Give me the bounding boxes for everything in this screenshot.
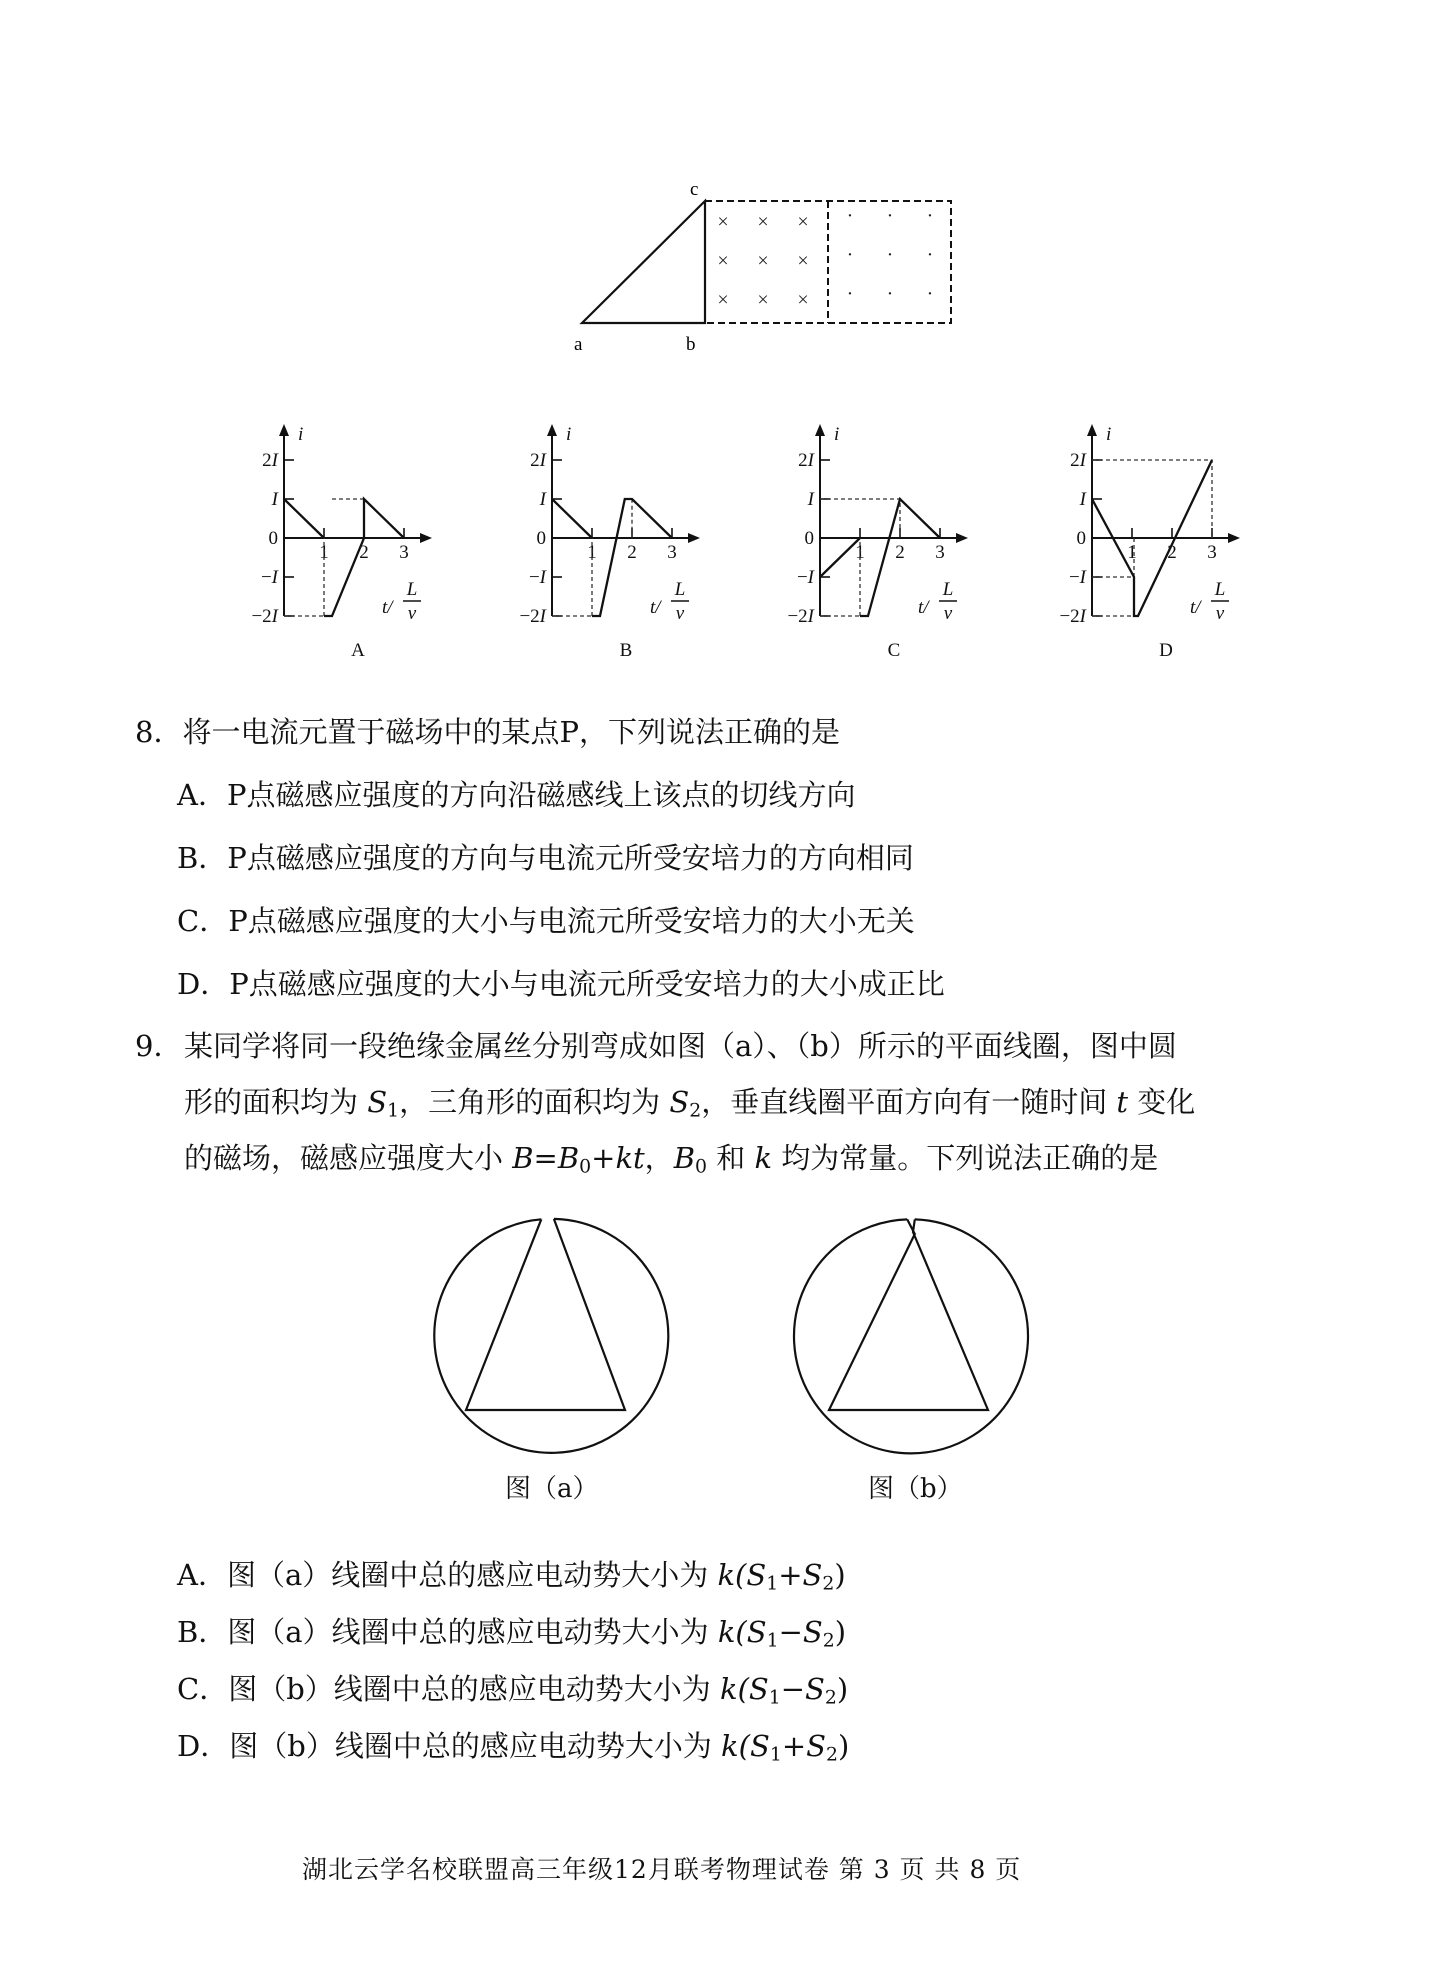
current-curve [284, 499, 324, 538]
figure-coil-b [783, 1210, 1043, 1470]
triangle-loop-a [466, 1219, 625, 1410]
y-tick-label: −2I [519, 606, 546, 627]
dot-mark: · [926, 283, 934, 305]
q9-number: 9． [135, 1029, 183, 1063]
graph-caption: B [619, 640, 633, 661]
dot-mark: · [846, 283, 854, 305]
dot-mark: · [926, 205, 934, 227]
field-out-marks [847, 205, 934, 305]
y-tick-label: 0 [536, 528, 546, 549]
y-tick-label: −2I [251, 606, 278, 627]
y-tick-label: −I [1068, 567, 1086, 588]
y-tick-label: 2I [1070, 450, 1086, 471]
graph-caption: A [351, 640, 365, 661]
figure-coil-a [420, 1210, 680, 1470]
graphs-row [0, 420, 1436, 680]
cross-mark: × [757, 250, 769, 272]
field-in-marks [717, 211, 808, 311]
t-axis-label: t/ [1190, 597, 1201, 618]
y-tick-label: −I [260, 567, 278, 588]
guide-line [332, 499, 364, 538]
dot-mark: · [886, 244, 894, 266]
label-c: c [690, 179, 699, 200]
t-axis-frac-den: v [943, 603, 953, 624]
y-tick-label: I [1079, 489, 1086, 510]
i-axis-arrow [547, 424, 557, 436]
y-tick-label: −2I [1059, 606, 1086, 627]
graph-D [1048, 420, 1278, 670]
q9-line1: 某同学将同一段绝缘金属丝分别弯成如图（a）、（b）所示的平面线圈，图中圆 [184, 1029, 1177, 1063]
i-axis-label: i [1106, 424, 1112, 445]
t-axis-frac-num: L [1214, 579, 1226, 600]
cross-mark: × [717, 250, 729, 272]
t-axis-frac-num: L [942, 579, 954, 600]
y-tick-label: −I [528, 567, 546, 588]
t-axis-arrow [420, 533, 432, 543]
y-tick-label: −I [796, 567, 814, 588]
i-axis-arrow [1087, 424, 1097, 436]
graph-C [776, 420, 1006, 670]
t-axis-arrow [1228, 533, 1240, 543]
circle-loop-b [794, 1219, 1028, 1453]
i-axis-label: i [834, 424, 840, 445]
y-tick-label: I [807, 489, 814, 510]
x-tick-label: 1 [855, 542, 865, 563]
cross-mark: × [797, 211, 809, 233]
x-tick-label: 1 [319, 542, 329, 563]
x-tick-label: 1 [587, 542, 597, 563]
graph-caption: D [1159, 640, 1173, 661]
current-curve [552, 499, 592, 538]
figure-triangle-field [560, 175, 960, 365]
caption-fig-a: 图（a） [505, 1474, 599, 1504]
t-axis-frac-num: L [674, 579, 686, 600]
dot-mark: · [886, 205, 894, 227]
label-b: b [686, 334, 696, 355]
guide-line [625, 499, 632, 538]
x-tick-label: 3 [1207, 542, 1217, 563]
x-tick-label: 2 [359, 542, 369, 563]
t-axis-frac-den: v [407, 603, 417, 624]
cross-mark: × [717, 211, 729, 233]
cross-mark: × [717, 289, 729, 311]
q9-line2: 形的面积均为 $S_1$，三角形的面积均为 $S_2$，垂直线圈平面方向有一随时间 t 变化 [184, 1085, 1196, 1122]
dot-mark: · [886, 283, 894, 305]
i-axis-label: i [566, 424, 572, 445]
x-tick-label: 3 [667, 542, 677, 563]
t-axis-arrow [688, 533, 700, 543]
t-axis-label: t/ [918, 597, 929, 618]
caption-fig-b: 图（b） [868, 1474, 963, 1504]
x-tick-label: 3 [935, 542, 945, 563]
y-tick-label: I [539, 489, 546, 510]
q8-option-a: A．P点磁感应强度的方向沿磁感线上该点的切线方向 [177, 778, 856, 812]
cross-mark: × [797, 289, 809, 311]
y-tick-label: −2I [787, 606, 814, 627]
q8-option-d: D．P点磁感应强度的大小与电流元所受安培力的大小成正比 [177, 967, 945, 1001]
i-axis-arrow [279, 424, 289, 436]
cross-mark: × [757, 289, 769, 311]
t-axis-frac-den: v [1215, 603, 1225, 624]
q8-option-b: B．P点磁感应强度的方向与电流元所受安培力的方向相同 [177, 841, 914, 875]
graph-A [240, 420, 470, 670]
y-tick-label: 2I [262, 450, 278, 471]
x-tick-label: 2 [895, 542, 905, 563]
triangle-loop [582, 201, 705, 323]
y-tick-label: 0 [804, 528, 814, 549]
graph-caption: C [887, 640, 901, 661]
t-axis-frac-num: L [406, 579, 418, 600]
y-tick-label: 0 [268, 528, 278, 549]
dot-mark: · [926, 244, 934, 266]
y-tick-label: 0 [1076, 528, 1086, 549]
circle-loop-a [434, 1219, 668, 1453]
label-a: a [574, 334, 583, 355]
y-tick-label: I [271, 489, 278, 510]
t-axis-frac-den: v [675, 603, 685, 624]
q9-option-a: A．图（a）线圈中总的感应电动势大小为 $k(S_1+S_2)$ [177, 1558, 846, 1595]
x-tick-label: 2 [627, 542, 637, 563]
current-curve [820, 538, 860, 577]
q9-option-d: D．图（b）线圈中总的感应电动势大小为 $k(S_1+S_2)$ [177, 1729, 850, 1766]
x-tick-label: 3 [399, 542, 409, 563]
page-footer: 湖北云学名校联盟高三年级12月联考物理试卷 第 3 页 共 8 页 [302, 1855, 1022, 1884]
t-axis-label: t/ [382, 597, 393, 618]
y-tick-label: 2I [798, 450, 814, 471]
t-axis-arrow [956, 533, 968, 543]
q8-option-c: C．P点磁感应强度的大小与电流元所受安培力的大小无关 [177, 904, 915, 938]
q9-option-c: C．图（b）线圈中总的感应电动势大小为 $k(S_1-S_2)$ [177, 1672, 849, 1709]
x-tick-label: 1 [1127, 542, 1137, 563]
q8-stem: 8．将一电流元置于磁场中的某点P，下列说法正确的是 [135, 715, 840, 749]
cross-mark: × [797, 250, 809, 272]
i-axis-arrow [815, 424, 825, 436]
i-axis-label: i [298, 424, 304, 445]
q9-line3: 的磁场，磁感应强度大小 $B=B_0+kt$，$B_0$ 和 k 均为常量。下列说法正确的是 [184, 1141, 1159, 1178]
graph-B [508, 420, 738, 670]
dot-mark: · [846, 244, 854, 266]
triangle-loop-b [829, 1219, 988, 1410]
y-tick-label: 2I [530, 450, 546, 471]
x-tick-label: 2 [1167, 542, 1177, 563]
t-axis-label: t/ [650, 597, 661, 618]
cross-mark: × [757, 211, 769, 233]
q9-option-b: B．图（a）线圈中总的感应电动势大小为 $k(S_1-S_2)$ [177, 1615, 847, 1652]
dot-mark: · [846, 205, 854, 227]
